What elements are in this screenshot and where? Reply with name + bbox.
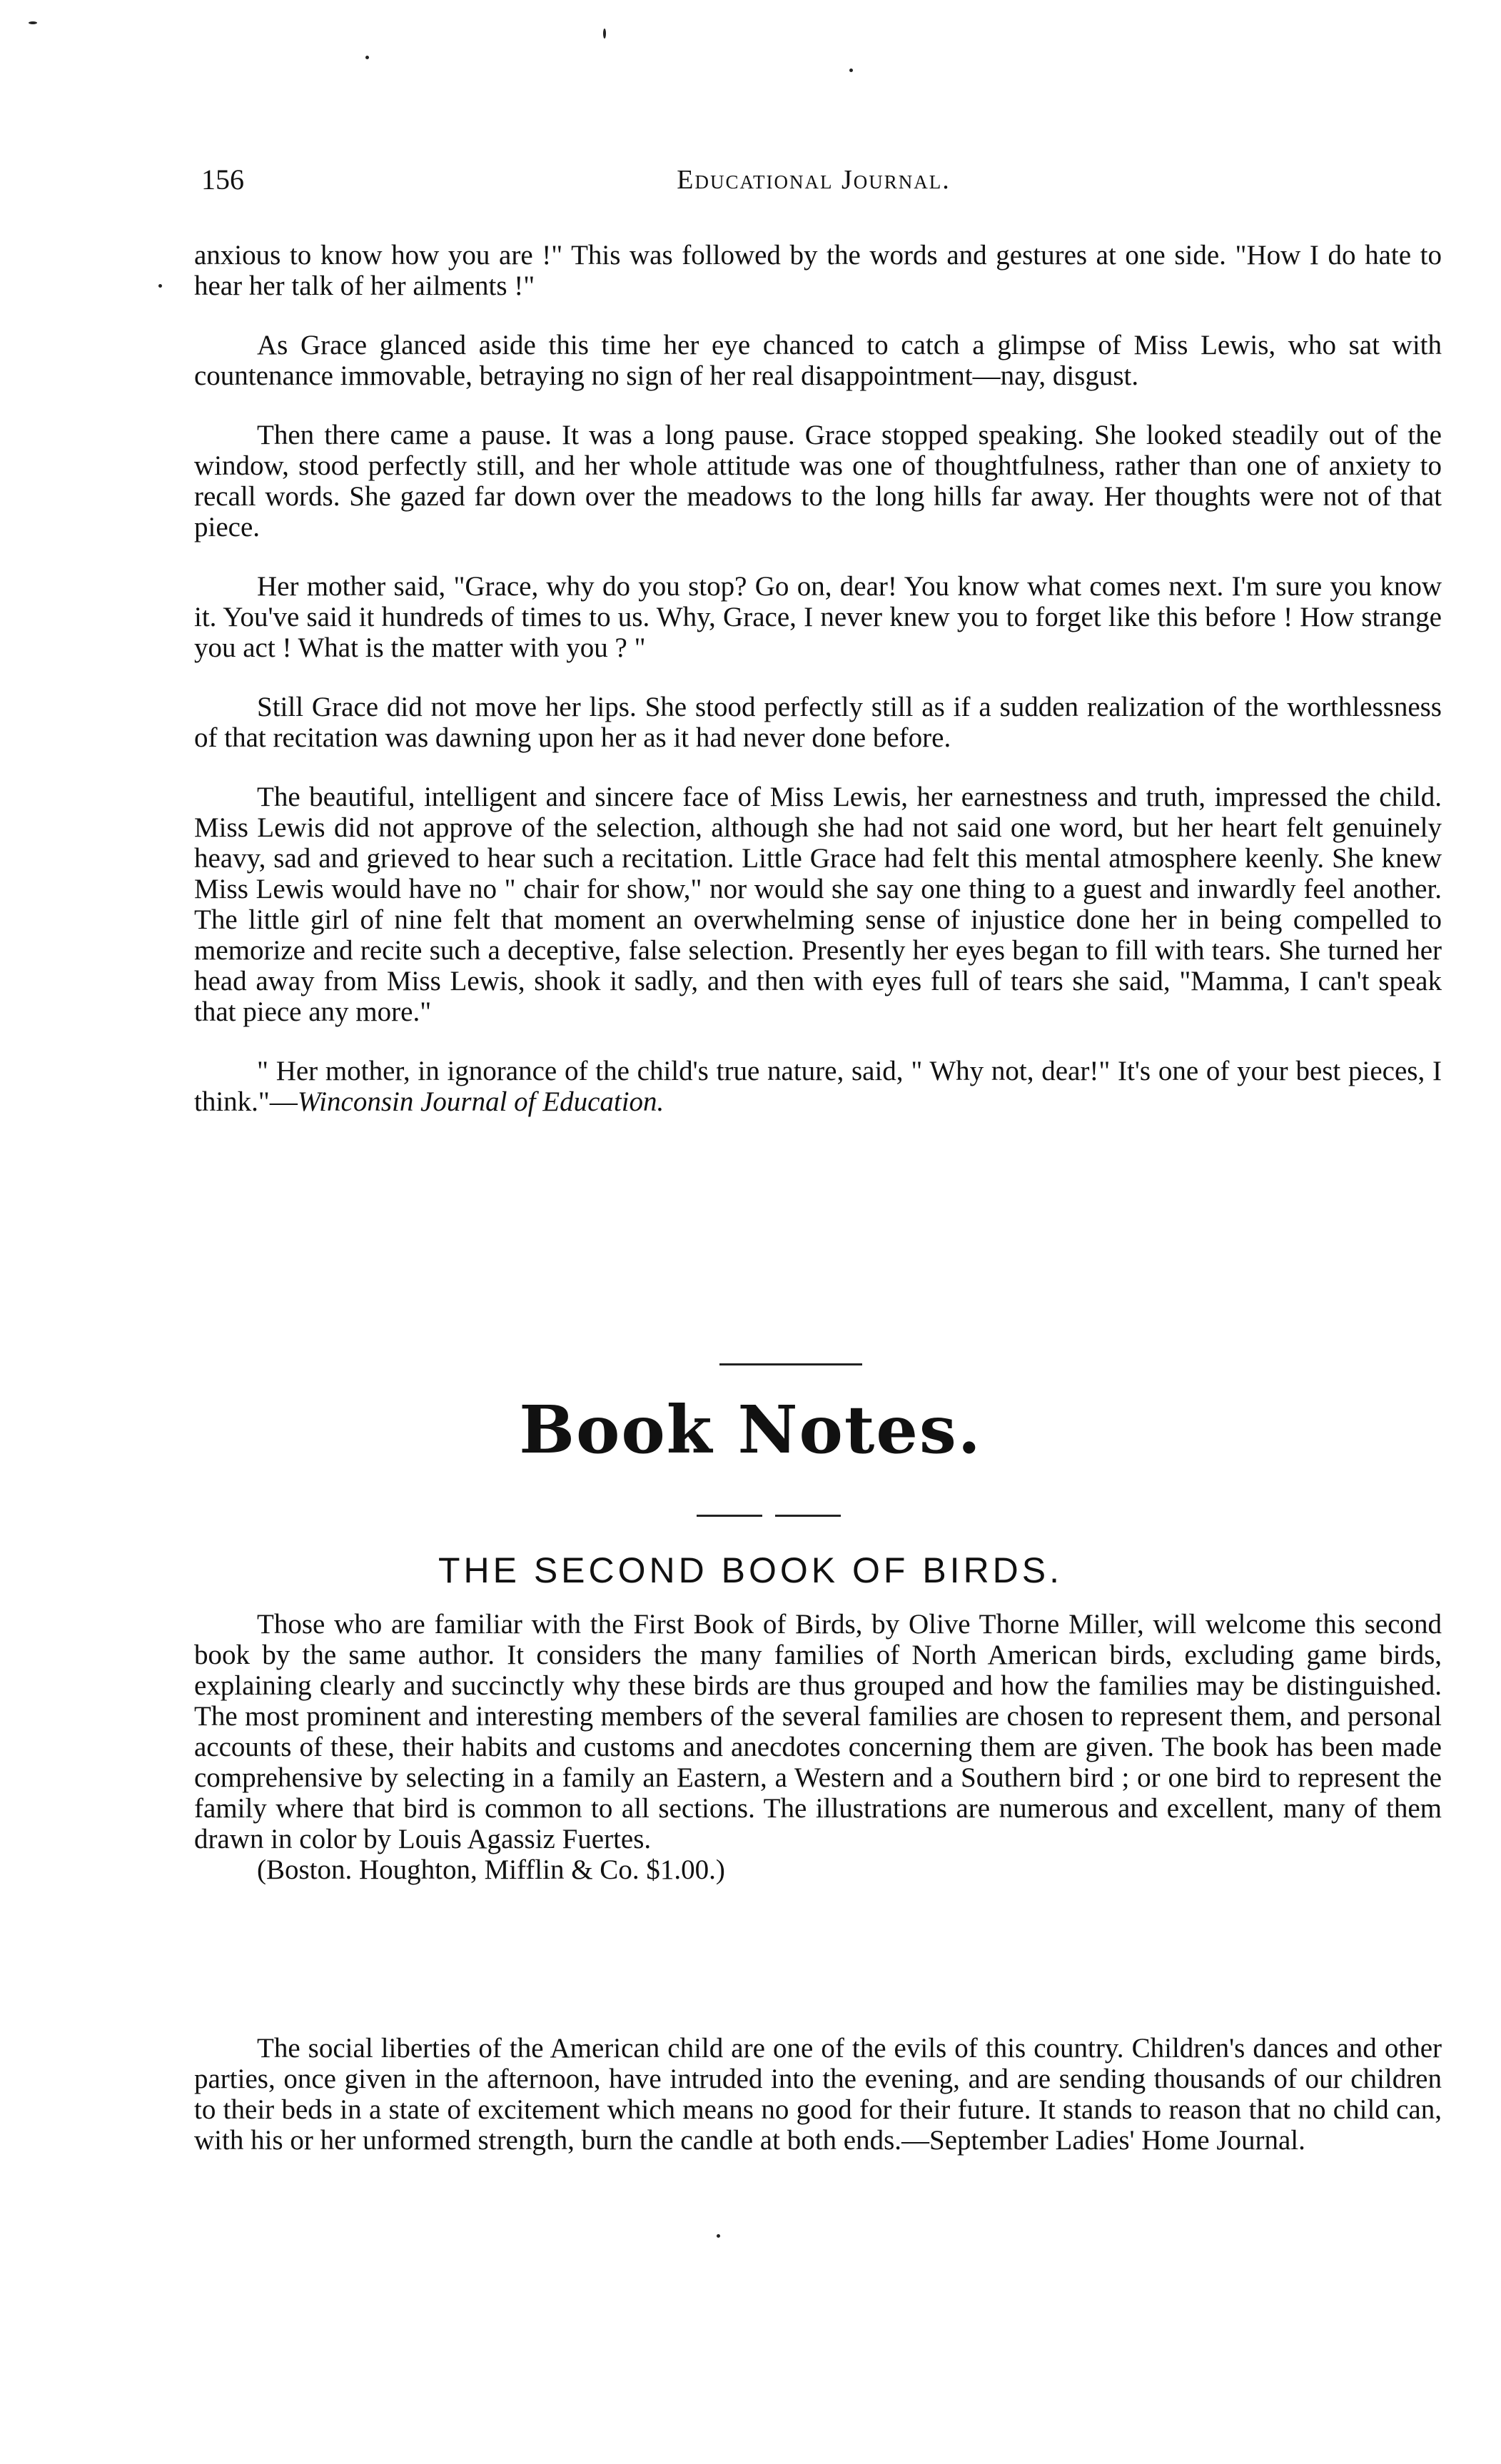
heading-divider-rule-right: [775, 1515, 841, 1517]
review-title: THE SECOND BOOK OF BIRDS.: [438, 1550, 1063, 1590]
scan-speck: [158, 284, 162, 288]
page-number: 156: [201, 163, 244, 196]
closing-paragraph: The social liberties of the American child are one of the evils of this country. Children's dances and other parties, once given in the afternoon, have intruded into the evening, and are sending thousands of our children to their beds in a state of excitement which means no good for their future. It stands to reason that no child can, with his or her unformed strength, burn the candle at both ends.—September Ladies' Home Journal.: [194, 2033, 1442, 2156]
section-heading: Book Notes.: [519, 1391, 982, 1468]
final-paragraph-text: " Her mother, in ignorance of the child's true nature, said, " Why not, dear!" It's one of your best pieces, I think."—: [194, 1056, 1442, 1117]
closing-item: [194, 2033, 1442, 2156]
section-divider-rule: [719, 1363, 862, 1365]
book-review: [194, 1609, 1442, 1885]
review-body: Those who are familiar with the First Book of Birds, by Olive Thorne Miller, will welcome this second book by the same author. It considers the many families of North American birds, excluding game birds, explaining clearly and succinctly why these birds are thus grouped and how the families may be distinguished. The most prominent and interesting members of the several families are chosen to represent them, and personal accounts of these, their habits and customs and anecdotes concerning them are given. The book has been made comprehensive by selecting in a family an Eastern, a Western and a Southern bird ; or one bird to represent the family where that bird is common to all sections. The illustrations are numerous and excellent, many of them drawn in color by Louis Agassiz Fuertes.: [194, 1609, 1442, 1854]
story-section: [194, 240, 1442, 1146]
scan-speck: [603, 29, 606, 39]
story-paragraph: Then there came a pause. It was a long pause. Grace stopped speaking. She looked steadily out of the window, stood perfectly still, and her whole attitude was one of thoughtfulness, rather than one of anxiety to recall words. She gazed far down over the meadows to the long hills far away. Her thoughts were not of that piece.: [194, 420, 1442, 542]
running-head: Educational Journal.: [677, 165, 951, 195]
story-paragraph: Her mother said, "Grace, why do you stop? Go on, dear! You know what comes next. I'm sure you know it. You've said it hundreds of times to us. Why, Grace, I never knew you to forget like this before ! How strange you act ! What is the matter with you ? ": [194, 571, 1442, 663]
page-header: [193, 158, 1435, 201]
story-paragraph: As Grace glanced aside this time her eye chanced to catch a glimpse of Miss Lewis, who sat with countenance immovable, betraying no sign of her real disappointment—nay, disgust.: [194, 330, 1442, 391]
scan-speck: [29, 21, 37, 24]
scan-speck: [365, 56, 369, 59]
source-citation: Winconsin Journal of Education.: [297, 1086, 664, 1117]
scan-speck: [717, 2234, 720, 2238]
story-paragraph: Still Grace did not move her lips. She stood perfectly still as if a sudden realization of the worthlessness of that recitation was dawning upon her as it had never done before.: [194, 692, 1442, 753]
scan-speck: [849, 69, 853, 72]
story-paragraph: The beautiful, intelligent and sincere face of Miss Lewis, her earnestness and truth, impressed the child. Miss Lewis did not approve of the selection, although she had not said one word, but her heart felt genuinely heavy, sad and grieved to hear such a recitation. Little Grace had felt this mental atmosphere keenly. She knew Miss Lewis would have no " chair for show," nor would she say one thing to a guest and inwardly feel another. The little girl of nine felt that moment an overwhelming sense of injustice done her in being compelled to memorize and recite such a deceptive, false selection. Presently her eyes began to fill with tears. She turned her head away from Miss Lewis, shook it sadly, and then with eyes full of tears she said, "Mamma, I can't speak that piece any more.": [194, 782, 1442, 1027]
heading-divider-rule-left: [697, 1515, 762, 1517]
story-paragraph: anxious to know how you are !" This was followed by the words and gestures at one side. "How I do hate to hear her talk of her ailments !": [194, 240, 1442, 301]
story-final-paragraph: [194, 1056, 1442, 1117]
review-publisher: (Boston. Houghton, Mifflin & Co. $1.00.): [257, 1854, 725, 1885]
